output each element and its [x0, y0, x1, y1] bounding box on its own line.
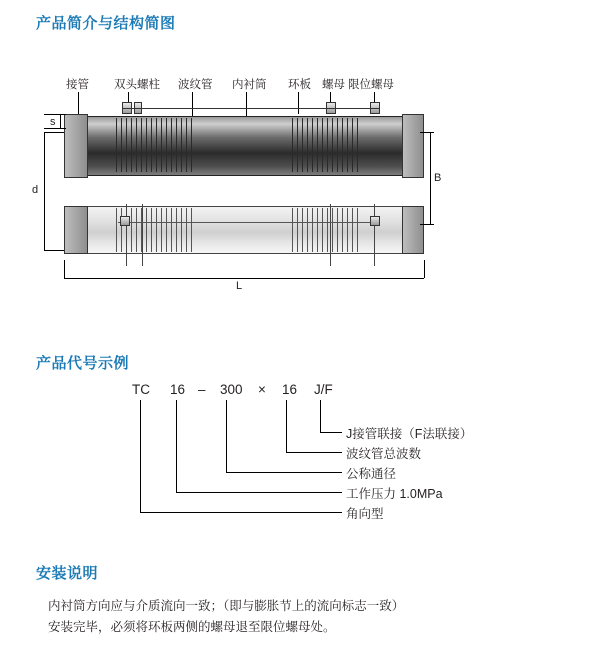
- leader-line: [78, 92, 79, 114]
- code-token-times: ×: [258, 382, 266, 397]
- callout-label-limit-nut: 限位螺母: [348, 79, 394, 91]
- dimension-line: [64, 260, 65, 278]
- install-note-1: 内衬筒方向应与介质流向一致；（即与膨胀节上的流向标志一致）: [48, 599, 405, 613]
- bellows-convolutions-upper-right: [292, 118, 358, 172]
- code-token-dash: –: [198, 382, 206, 397]
- dimension-line: [420, 132, 434, 133]
- code-leader-line: [140, 400, 141, 512]
- code-leader-line: [286, 400, 287, 452]
- code-token-pressure: 16: [170, 382, 186, 397]
- dimension-d: d: [32, 184, 39, 196]
- dimension-line-L: [64, 278, 424, 279]
- dimension-line-B: [430, 132, 431, 224]
- stud-rod-lower: [374, 204, 375, 266]
- leader-line: [298, 92, 299, 114]
- right-flange-upper: [402, 114, 424, 178]
- code-desc-connection: J接管联接（F法联接）: [346, 427, 473, 441]
- product-code-example: [30, 378, 570, 548]
- nut-lower-left: [120, 216, 130, 226]
- dimension-B: B: [434, 172, 442, 184]
- nut-lower-right: [370, 216, 380, 226]
- dimension-line: [44, 128, 66, 129]
- stud-rod-lower: [142, 204, 143, 266]
- code-leader-line: [320, 400, 321, 432]
- leader-line: [192, 92, 193, 118]
- code-desc-pressure: 工作压力 1.0MPa: [346, 487, 443, 501]
- callout-label-liner: 内衬筒: [232, 79, 267, 91]
- code-token-diameter: 300: [220, 382, 243, 397]
- code-token-type: TC: [132, 382, 150, 397]
- bellows-convolutions-lower-right: [292, 208, 358, 252]
- dimension-s: s: [50, 116, 56, 128]
- stud-rod-upper: [122, 108, 380, 109]
- code-leader-line: [176, 400, 177, 492]
- code-desc-diameter: 公称通径: [346, 467, 397, 481]
- code-leader-line: [140, 512, 342, 513]
- left-flange-upper: [64, 114, 88, 178]
- section-title-code: 产品代号示例: [36, 355, 130, 372]
- install-notes: [48, 596, 568, 638]
- bellows-convolutions-upper-left: [116, 118, 194, 172]
- code-leader-line: [176, 492, 342, 493]
- install-note-2: 安装完毕，必须将环板两侧的螺母退至限位螺母处。: [48, 620, 336, 634]
- stud-rod-lower: [126, 204, 127, 266]
- dimension-L: L: [236, 280, 243, 292]
- section-title-install: 安装说明: [36, 565, 99, 582]
- code-desc-waves: 波纹管总波数: [346, 447, 422, 461]
- dimension-line: [60, 114, 61, 128]
- dimension-line: [44, 114, 66, 115]
- code-token-waves: 16: [282, 382, 298, 397]
- code-leader-line: [286, 452, 342, 453]
- bellows-convolutions-lower-left: [116, 208, 194, 252]
- callout-label-nut: 螺母: [322, 79, 345, 91]
- code-token-connection: J/F: [314, 382, 333, 397]
- code-leader-line: [226, 400, 227, 472]
- callout-label-connection-pipe: 接管: [66, 79, 89, 91]
- dimension-line: [44, 250, 64, 251]
- section-title-structure: 产品简介与结构简图: [36, 15, 176, 32]
- callout-label-bellows: 波纹管: [178, 79, 213, 91]
- tie-rod-lower: [118, 222, 380, 223]
- dimension-line-d: [44, 132, 45, 250]
- code-desc-type: 角向型: [346, 507, 384, 521]
- callout-label-ring-plate: 环板: [288, 79, 311, 91]
- dimension-line: [44, 132, 64, 133]
- dimension-line: [420, 224, 434, 225]
- dimension-line: [424, 260, 425, 278]
- callout-label-double-head-stud: 双头螺柱: [114, 79, 160, 91]
- structure-diagram: [30, 66, 570, 296]
- code-leader-line: [320, 432, 342, 433]
- stud-rod-lower: [330, 204, 331, 266]
- right-flange-lower: [402, 206, 424, 254]
- left-flange-lower: [64, 206, 88, 254]
- code-leader-line: [226, 472, 342, 473]
